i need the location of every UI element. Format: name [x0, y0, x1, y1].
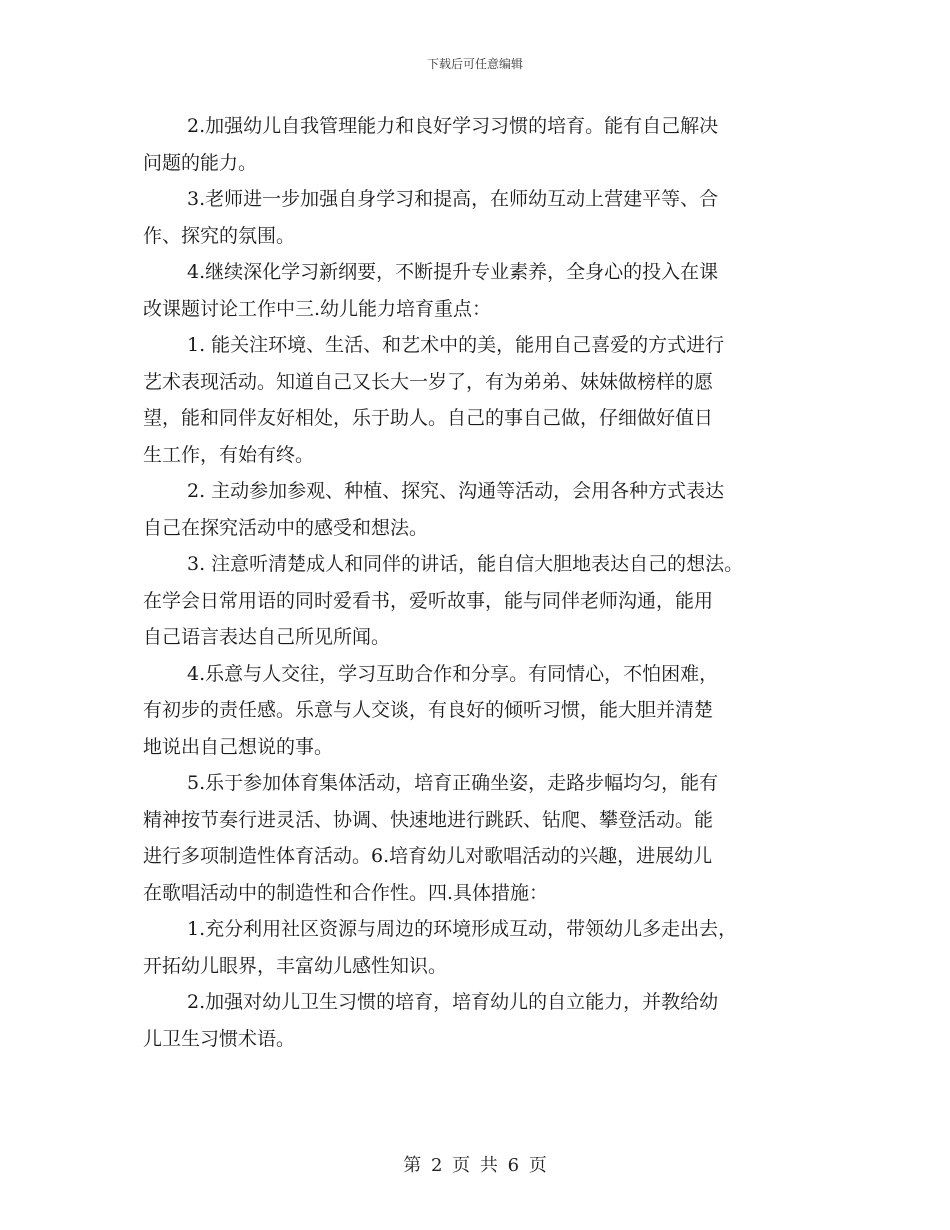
text-line: 精神按节奏行进灵活、协调、快速地进行跳跃、钻爬、攀登活动。能 — [143, 808, 714, 831]
paragraph — [143, 765, 823, 911]
text-line: 地说出自己想说的事。 — [143, 735, 334, 758]
text-line: 望，能和同伴友好相处，乐于助人。自己的事自己做，仔细做好值日 — [143, 407, 714, 429]
paragraph — [143, 984, 823, 1057]
text-line: 在歌唱活动中的制造性和合作性。四.具体措施： — [143, 881, 549, 904]
paragraph — [143, 181, 823, 254]
text-line: 5.乐于参加体育集体活动，培育正确坐姿，走路步幅均匀，能有 — [187, 772, 719, 794]
text-line: 进行多项制造性体育活动。6.培育幼儿对歌唱活动的兴趣，进展幼儿 — [143, 845, 713, 867]
text-line: 开拓幼儿眼界，丰富幼儿感性知识。 — [143, 954, 448, 977]
text-line: 1. 能关注环境、生活、和艺术中的美，能用自己喜爱的方式进行 — [187, 334, 725, 356]
page-header: 下载后可任意编辑 — [426, 57, 523, 71]
text-line: 自己在探究活动中的感受和想法。 — [143, 516, 429, 539]
paragraph — [143, 656, 823, 766]
text-line: 儿卫生习惯术语。 — [143, 1027, 296, 1050]
text-line: 问题的能力。 — [143, 151, 258, 174]
paragraph — [143, 108, 823, 181]
text-line: 2.加强幼儿自我管理能力和良好学习习惯的培育。能有自己解决 — [187, 115, 719, 137]
paragraph — [143, 911, 823, 984]
text-line: 有初步的责任感。乐意与人交谈，有良好的倾听习惯，能大胆并清楚 — [143, 699, 714, 721]
text-line: 艺术表现活动。知道自己又长大一岁了，有为弟弟、妹妹做榜样的愿 — [143, 370, 714, 393]
text-line: 改课题讨论工作中三.幼儿能力培育重点： — [143, 297, 492, 320]
text-line: 2.加强对幼儿卫生习惯的培育，培育幼儿的自立能力，并教给幼 — [187, 991, 719, 1013]
text-line: 作、探究的氛围。 — [143, 224, 296, 247]
text-line: 3.老师进一步加强自身学习和提高，在师幼互动上营建平等、合 — [187, 188, 719, 210]
text-line: 3. 注意听清楚成人和同伴的讲话，能自信大胆地表达自己的想法。 — [187, 553, 744, 575]
paragraph — [143, 546, 823, 656]
text-line: 在学会日常用语的同时爱看书，爱听故事，能与同伴老师沟通，能用 — [143, 589, 714, 612]
paragraph — [143, 327, 823, 473]
document-body — [143, 108, 823, 1057]
paragraph — [143, 254, 823, 327]
text-line: 4.继续深化学习新纲要，不断提升专业素养，全身心的投入在课 — [187, 261, 719, 283]
text-line: 4.乐意与人交往，学习互助合作和分享。有同情心，不怕困难， — [187, 662, 719, 685]
text-line: 1.充分利用社区资源与周边的环境形成互动，带领幼儿多走出去， — [187, 918, 738, 940]
text-line: 生工作，有始有终。 — [143, 443, 315, 466]
text-line: 2. 主动参加参观、种植、探究、沟通等活动，会用各种方式表达 — [187, 480, 725, 502]
text-line: 自己语言表达自己所见所闻。 — [143, 626, 391, 648]
paragraph — [143, 473, 823, 546]
page-footer: 第 2 页 共 6 页 — [403, 1155, 547, 1176]
